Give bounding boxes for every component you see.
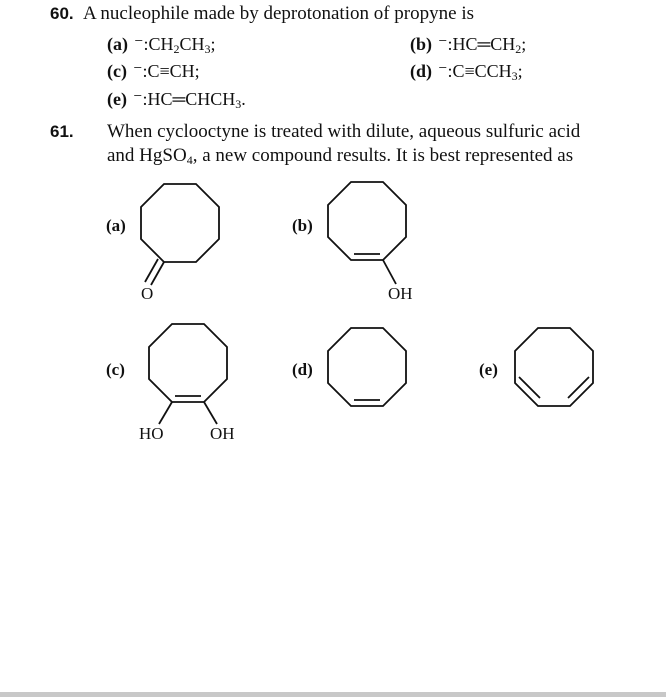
cyclooctadiene-ring bbox=[515, 328, 593, 406]
q61-option-c-hydroxyl-left: HO bbox=[139, 424, 164, 443]
q60-option-e-formula: $^-:HC═CHCH_3$. bbox=[132, 89, 246, 111]
q61-option-b-letter: (b) bbox=[292, 216, 313, 235]
q60-option-b-formula: $^-:HC═CH_2$; bbox=[438, 34, 527, 56]
q60-option-a-letter: (a) bbox=[107, 34, 128, 54]
q60-option-d-formula: $^-:C\equiv CCH_3$; bbox=[438, 61, 523, 83]
q60-option-a-formula: $^-:CH_2CH_3$; bbox=[134, 34, 216, 56]
q61-stem-line1: When cyclooctyne is treated with dilute, aqueous sulfuric acid bbox=[107, 121, 581, 142]
q61-option-e-letter: (e) bbox=[479, 360, 498, 379]
q60-stem: A nucleophile made by deprotonation of propyne is bbox=[83, 3, 474, 24]
q60-option-b-letter: (b) bbox=[410, 34, 432, 54]
q60-number: 60. bbox=[50, 4, 74, 23]
q61-stem-line2: and HgSO$_4$, a new compound results. It is best represented as bbox=[107, 145, 574, 167]
q60-option-d-letter: (d) bbox=[410, 61, 432, 81]
q60-option-e-letter: (e) bbox=[107, 89, 127, 109]
q60-option-c-formula: ⁻:C≡CH; bbox=[132, 61, 200, 81]
q61-option-a-oxygen: O bbox=[141, 284, 154, 303]
q60-option-c-letter: (c) bbox=[107, 61, 127, 81]
ring-double-bond-right bbox=[568, 377, 589, 398]
q61-option-b-hydroxyl: OH bbox=[388, 284, 413, 303]
q61-option-a-letter: (a) bbox=[106, 216, 126, 235]
page-bottom-border bbox=[0, 692, 666, 697]
q61-number: 61. bbox=[50, 122, 74, 141]
q61-option-d-letter: (d) bbox=[292, 360, 313, 379]
ring-double-bond-left bbox=[519, 377, 540, 398]
q61-option-c-hydroxyl-right: OH bbox=[210, 424, 235, 443]
q61-option-c-letter: (c) bbox=[106, 360, 125, 379]
